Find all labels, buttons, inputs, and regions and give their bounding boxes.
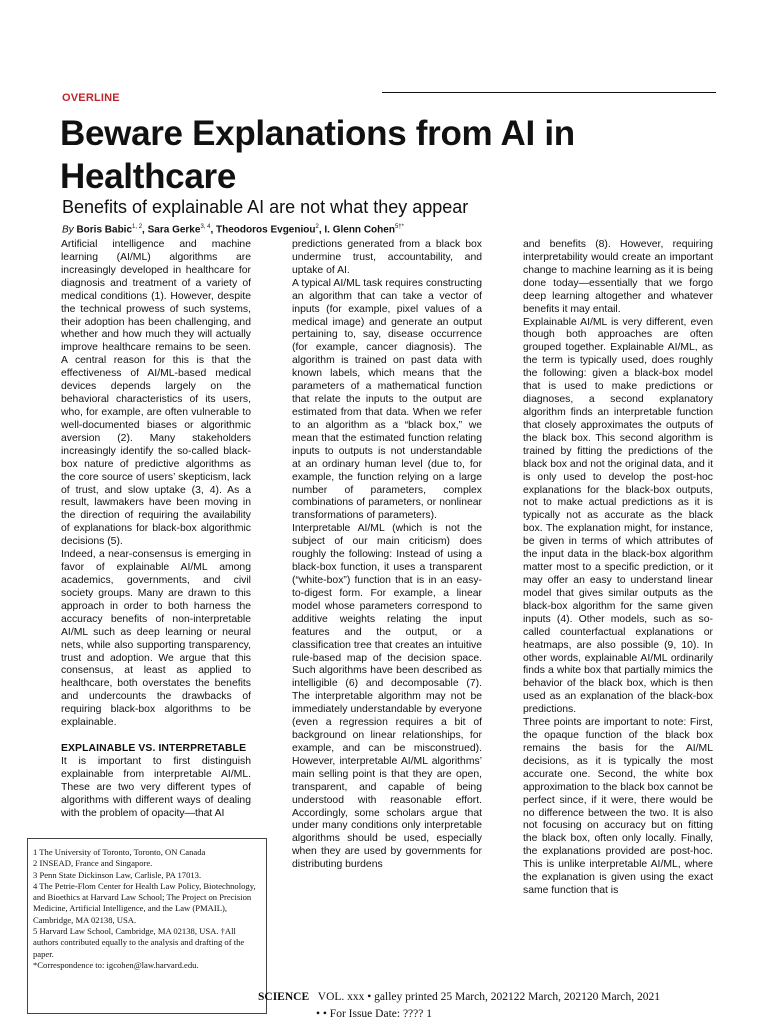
body-paragraph: and benefits (8). However, requiring interpretability would create an important change to machine learning as it is being done today—essentially that we forgo deep learning altogether and whatever benefits it may entail. — [523, 239, 713, 315]
author-name: Boris Babic — [76, 224, 133, 236]
author-affiliation: 5†* — [394, 224, 404, 230]
header-rule — [382, 92, 716, 93]
body-paragraph: A typical AI/ML task requires constructing an algorithm that can take a vector of inputs (for example, pixel values of a medical image) and generate an output pertaining to, say, disease occurrence (for example, cancer diagnosis). The algorithm is trained on past data with known labels, which means that the parameters of a mathematical function that relate the inputs to the output are estimated from that data. When we refer to an algorithm as a “black box,” we mean that the estimated function relating inputs to outputs is not understandable at an ordinary human level (due to, for example, the function relying on a large number of parameters, complex combinations of parameters, or nonlinear transformations of parameters). — [292, 277, 482, 522]
footer-line-2: • • For Issue Date: ???? 1 — [316, 1008, 432, 1020]
affiliation-note: 3 Penn State Dickinson Law, Carlisle, PA 17013. — [33, 869, 202, 880]
author-affiliation: 2 — [315, 224, 319, 230]
author-name: Sara Gerke — [147, 224, 201, 236]
body-paragraph: Artificial intelligence and machine learning (AI/ML) algorithms are increasingly developed in healthcare for diagnosis and treatment of a variety of medical conditions (1). However, despite the technical prowess of such systems, their adoption has been challenging, and whether and how much they will actually improve healthcare remains to be seen. A central reason for this is that the effectiveness of AI/ML-based medical devices depends largely on the behavioral characteristics of its users, who, for example, are often vulnerable to well-documented biases or algorithmic aversion (2). Many stakeholders increasingly identify the so-called black-box nature of predictive algorithms as the core source of users’ skepticism, lack of trust, and slow uptake (3, 4). As a result, lawmakers have been moving in the direction of requiring the availability of explanations for black-box algorithmic decisions (5). — [61, 239, 251, 548]
affiliation-note: 1 The University of Toronto, Toronto, ON Canada — [33, 847, 206, 857]
overline: OVERLINE — [62, 92, 120, 104]
section-heading: EXPLAINABLE VS. INTERPRETABLE — [61, 743, 247, 755]
author-separator: , — [142, 224, 148, 236]
byline — [62, 221, 722, 236]
article-title: Beware Explanations from AI in Healthcare — [60, 114, 575, 196]
body-paragraph: It is important to first distinguish explainable from interpretable AI/ML. These are two very different types of algorithms with different ways of dealing with the problem of opacity—that AI — [61, 755, 251, 819]
body-column-3 — [523, 239, 713, 898]
body-paragraph: Explainable AI/ML is very different, even though both approaches are often grouped together. Explainable AI/ML, as the term is typically used, does roughly the following: given a black-box model that is used to make predictions or diagnoses, a second explanatory algorithm finds an interpretable function that closely approximates the outputs of the black box. This second algorithm is trained by fitting the predictions of the black box and not the original data, and it is only used to develop the post-hoc explanations for the black-box outputs, not to make actual predictions as it is typically not as accurate as the black box. The explanation might, for instance, be given in terms of which attributes of the input data in the black-box algorithm matter most to a specific prediction, or it may offer an easy to understand linear model that gives similar outputs as the black-box algorithm for the same given inputs (4). Other models, such as so-called counterfactual explanations or heatmaps, are also possible (9, 10). In other words, explainable AI/ML ordinarily finds a white box that partially mimics the behavior of the black box, which is then used as an explanation of the black-box predictions. — [523, 316, 713, 716]
body-paragraph: predictions generated from a black box undermine trust, accountability, and uptake of AI. — [292, 239, 482, 276]
author-affiliation: 3, 4 — [200, 224, 211, 230]
affiliation-note: 2 INSEAD, France and Singapore. — [33, 858, 153, 869]
affiliation-note: 5 Harvard Law School, Cambridge, MA 02138, USA. †All authors contributed equally to the analysis and drafting of the paper. — [33, 926, 245, 959]
body-paragraph: Indeed, a near-consensus is emerging in favor of explainable AI/ML among academics, governments, and civil society groups. Many are drawn to this approach in order to both harness the accuracy benefits of non-interpretable AI/ML such as deep learning or neural nets, while also supporting transparency, trust and adoption. We argue that this consensus, at least as applied to healthcare, both overstates the benefits and undercounts the drawbacks of requiring black-box algorithms to be explainable. — [61, 549, 251, 729]
body-paragraph: Interpretable AI/ML (which is not the subject of our main criticism) does roughly the following: Instead of using a black-box function, it uses a transparent (“white-box”) function that is in an easy-to-digest form. For example, a linear model whose parameters correspond to additive weights relating the input features and the output, or a classification tree that creates an intuitive rule-based map of the decision space. Such algorithms have been described as intelligible (6) and decomposable (7). The interpretable algorithm may not be immediately understandable by everyone (even a regression requires a bit of background on linear relationships, for example, and can be misconstrued). However, interpretable AI/ML algorithms’ main selling point is that they are open, transparent, and capable of being understood with reasonable effort. Accordingly, some scholars argue that under many conditions only interpretable algorithms should be used, especially when they are used by governments for distributing burdens — [292, 523, 482, 871]
body-column-1 — [61, 239, 251, 821]
author-separator: , — [210, 224, 217, 236]
author-separator: , — [318, 224, 325, 236]
correspondence-note: *Correspondence to: igcohen@law.harvard.edu. — [33, 959, 199, 970]
body-column-2 — [292, 239, 482, 872]
article-subtitle: Benefits of explainable AI are not what they appear — [62, 197, 469, 217]
journal-name: SCIENCE — [258, 991, 310, 1003]
author-affiliation: 1, 2 — [132, 224, 143, 230]
author-name: Theodoros Evgeniou — [216, 224, 316, 236]
footer-line-1 — [258, 991, 660, 1003]
author-name: I. Glenn Cohen — [324, 224, 395, 236]
body-paragraph: Three points are important to note: First, the opaque function of the black box remains the basis for the AI/ML decisions, as it is typically the most accurate one. Second, the white box approximation to the black box cannot be perfect since, if it were, there would be no difference between the two. It is also not focusing on accuracy but on fitting the black box, often only locally. Finally, the explanations provided are post-hoc. This is unlike interpretable AI/ML, where the explanation is given using the exact same function that is — [523, 717, 713, 897]
byline-by: By — [62, 224, 74, 236]
affiliations-box — [27, 838, 267, 1014]
affiliation-note: 4 The Petrie-Flom Center for Health Law Policy, Biotechnology, and Bioethics at Harvard Law School; The Project on Precision Medicine, Artificial Intelligence, and the Law (PMAIL), Cambridge, MA 02138, USA. — [33, 880, 256, 925]
galley-info: VOL. xxx • galley printed 25 March, 202122 March, 202120 March, 2021 — [317, 991, 661, 1003]
